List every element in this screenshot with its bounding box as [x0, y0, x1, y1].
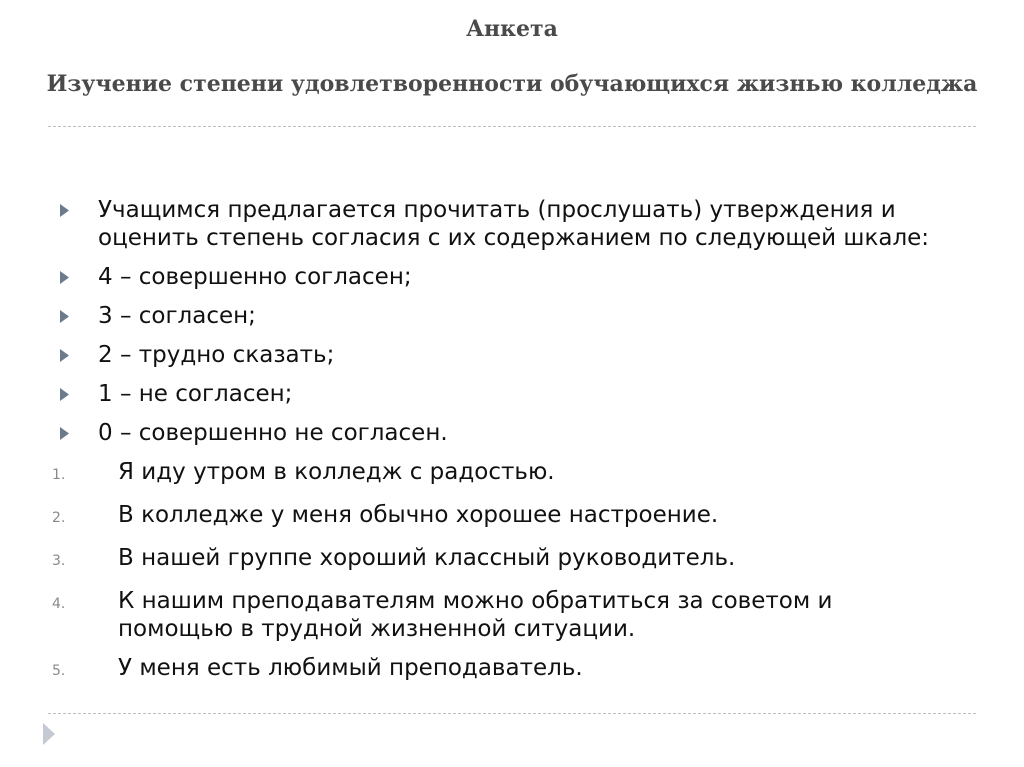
- bullet-item: [52, 380, 952, 408]
- triangle-right-icon: [60, 196, 76, 224]
- bottom-divider: [48, 713, 976, 714]
- triangle-right-icon: [60, 341, 76, 369]
- triangle-right-icon: [60, 302, 76, 330]
- item-text: В нашей группе хороший классный руководитель.: [118, 545, 736, 571]
- item-number: 4.: [52, 596, 66, 612]
- triangle-right-icon: [60, 419, 76, 447]
- triangle-right-icon: [42, 722, 56, 746]
- item-number: 5.: [52, 663, 66, 679]
- slide-title: Анкета: [466, 16, 558, 42]
- bullet-text: 1 – не согласен;: [98, 381, 293, 407]
- top-divider: [48, 126, 976, 127]
- content-list: [52, 196, 952, 697]
- bullet-item: [52, 302, 952, 330]
- numbered-item: [52, 654, 952, 686]
- slide-subtitle: Изучение степени удовлетворенности обучающихся жизнью колледжа: [46, 71, 978, 97]
- bullet-item: [52, 263, 952, 291]
- bullet-item: [52, 419, 952, 447]
- triangle-right-icon: [60, 380, 76, 408]
- numbered-item: [52, 501, 952, 533]
- item-number: 1.: [52, 467, 66, 483]
- bullet-text: 0 – совершенно не согласен.: [98, 420, 448, 446]
- title-block: [40, 14, 984, 100]
- bullet-item: [52, 196, 952, 252]
- item-number: 2.: [52, 510, 66, 526]
- item-text: К нашим преподавателям можно обратиться за советом и помощью в трудной жизненной ситуации.: [118, 588, 833, 642]
- item-text: Я иду утром в колледж с радостью.: [118, 459, 555, 485]
- item-text: У меня есть любимый преподаватель.: [118, 655, 583, 681]
- bullet-text: 2 – трудно сказать;: [98, 342, 335, 368]
- bullet-item: [52, 341, 952, 369]
- triangle-right-icon: [60, 263, 76, 291]
- bullet-text: Учащимся предлагается прочитать (прослушать) утверждения и оценить степень согласия с их содержанием по следующей шкале:: [98, 197, 930, 251]
- bullet-text: 3 – согласен;: [98, 303, 256, 329]
- numbered-item: [52, 458, 952, 490]
- item-text: В колледже у меня обычно хорошее настроение.: [118, 502, 719, 528]
- numbered-item: [52, 587, 952, 643]
- item-number: 3.: [52, 553, 66, 569]
- numbered-item: [52, 544, 952, 576]
- bullet-text: 4 – совершенно согласен;: [98, 264, 412, 290]
